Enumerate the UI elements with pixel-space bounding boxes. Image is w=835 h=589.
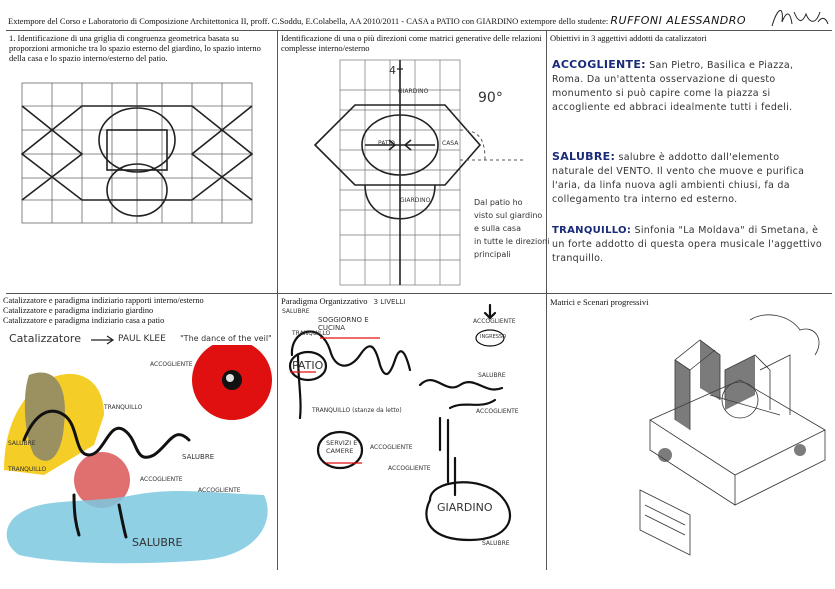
axonometric-house-sketch bbox=[630, 300, 830, 565]
panel-3-title: Obiettivi in 3 aggettivi addotti da catalizzatori bbox=[550, 33, 707, 43]
border-top bbox=[6, 30, 832, 31]
label-salubre-c: SALUBRE bbox=[482, 540, 510, 547]
paradigm-levels: 3 LIVELLI bbox=[373, 298, 406, 306]
label-patio: PATIO bbox=[292, 359, 324, 372]
tranquillo-heading: TRANQUILLO: bbox=[552, 225, 632, 236]
label-tranquillo-2: TRANQUILLO bbox=[8, 466, 47, 473]
klee-catalyst-drawing bbox=[4, 345, 276, 567]
accogliente-text: San Pietro, Basilica e Piazza, Roma. Da un'attenta osservazione di questo monumento si può capire come la piazza si accogliente ed abbraci idealmente tutti i fedeli. bbox=[552, 60, 794, 113]
label-salubre-1: SALUBRE bbox=[8, 440, 36, 447]
panel-1-title: 1. Identificazione di una griglia di congruenza geometrica basata su proporzioni armoniche tra lo spazio esterno del giardino, lo spazio interno della casa e lo spazio interno/esterno del patio. bbox=[9, 33, 261, 63]
tranquillo-text: Sinfonia "La Moldava" di Smetana, è un forte addotto di questa opera musicale l'aggettivo tranquillo. bbox=[552, 225, 823, 264]
label-soggiorno: SOGGIORNO E CUCINA bbox=[318, 316, 369, 332]
label-giardino-top: GIARDINO bbox=[398, 88, 429, 95]
salubre-heading: SALUBRE: bbox=[552, 150, 616, 163]
label-accogliente-a: ACCOGLIENTE bbox=[473, 318, 516, 325]
border-middle bbox=[6, 293, 832, 294]
title-line: Catalizzatore e paradigma indiziario giardino bbox=[3, 306, 154, 315]
paradigm-title: Paradigma Organizzativo bbox=[281, 296, 368, 306]
arrow-icon bbox=[90, 335, 116, 345]
label-patio: PATIO bbox=[378, 140, 396, 147]
label-angle: 90° bbox=[478, 90, 503, 106]
student-name: RUFFONI ALESSANDRO bbox=[610, 14, 747, 27]
artist-label: PAUL KLEE bbox=[118, 334, 166, 344]
panel-6-title: Matrici e Scenari progressivi bbox=[550, 297, 649, 307]
label-tranquillo-1: TRANQUILLO bbox=[104, 404, 143, 411]
label-casa: CASA bbox=[442, 140, 459, 147]
panel-4-title bbox=[3, 296, 275, 326]
divider-right bbox=[546, 30, 547, 570]
sheet-header bbox=[8, 14, 746, 27]
label-accogliente-3: ACCOGLIENTE bbox=[198, 487, 241, 494]
accogliente-heading: ACCOGLIENTE: bbox=[552, 58, 646, 71]
accogliente-block bbox=[552, 58, 824, 115]
salubre-block bbox=[552, 150, 824, 207]
label-giardino-bottom: GIARDINO bbox=[400, 197, 431, 204]
label-accogliente-2: ACCOGLIENTE bbox=[140, 476, 183, 483]
label-arrow-number: 4 bbox=[389, 64, 396, 77]
title-line: Catalizzatore e paradigma indiziario casa a patio bbox=[3, 316, 165, 325]
salubre-text: salubre è addotto dall'elemento naturale del VENTO. Il vento che muove e purifica l'aria, da linfa nuova agli ambienti chiusi, fa da collegamento tra interno ed esterno. bbox=[552, 152, 805, 205]
label-salubre-2: SALUBRE bbox=[182, 453, 215, 461]
patio-note bbox=[474, 196, 549, 261]
label-salubre-b: SALUBRE bbox=[478, 372, 506, 379]
artwork-label: "The dance of the veil" bbox=[180, 334, 272, 343]
label-giardino: GIARDINO bbox=[437, 501, 493, 514]
course-line: Extempore del Corso e Laboratorio di Composizione Architettonica II, proff. C.Soddu, E.Colabella, AA 2010/2011 - CASA a PATIO con GIARDINO extempore dello studente: bbox=[8, 16, 609, 26]
tranquillo-block bbox=[552, 224, 824, 266]
catalizzatore-label: Catalizzatore bbox=[9, 332, 81, 345]
harmonic-grid-drawing bbox=[12, 78, 262, 228]
label-accogliente-c: ACCOGLIENTE bbox=[370, 444, 413, 451]
title-line: Catalizzatore e paradigma indiziario rapporti interno/esterno bbox=[3, 296, 204, 305]
note-line: visto sul giardino bbox=[474, 211, 543, 220]
label-accogliente-d: ACCOGLIENTE bbox=[388, 465, 431, 472]
label-accogliente-b: ACCOGLIENTE bbox=[476, 408, 519, 415]
note-line: in tutte le direzioni bbox=[474, 237, 550, 246]
label-tranquillo-a: TRANQUILLO bbox=[292, 330, 331, 337]
label-accogliente-1: ACCOGLIENTE bbox=[150, 361, 193, 368]
panel-2-title: Identificazione di una o più direzioni come matrici generative delle relazioni complesse interno/esterno bbox=[281, 33, 542, 53]
note-line: e sulla casa bbox=[474, 224, 521, 233]
note-line: principali bbox=[474, 250, 511, 259]
label-ingresso: INGRESSO bbox=[480, 334, 507, 340]
label-salubre-3: SALUBRE bbox=[132, 536, 183, 549]
signature-icon bbox=[768, 2, 830, 32]
label-salubre-a: SALUBRE bbox=[282, 308, 310, 315]
label-tranquillo-b: TRANQUILLO (stanze da letto) bbox=[312, 407, 402, 414]
label-servizi: SERVIZI E CAMERE bbox=[326, 439, 358, 455]
divider-left bbox=[277, 30, 278, 570]
note-line: Dal patio ho bbox=[474, 198, 523, 207]
